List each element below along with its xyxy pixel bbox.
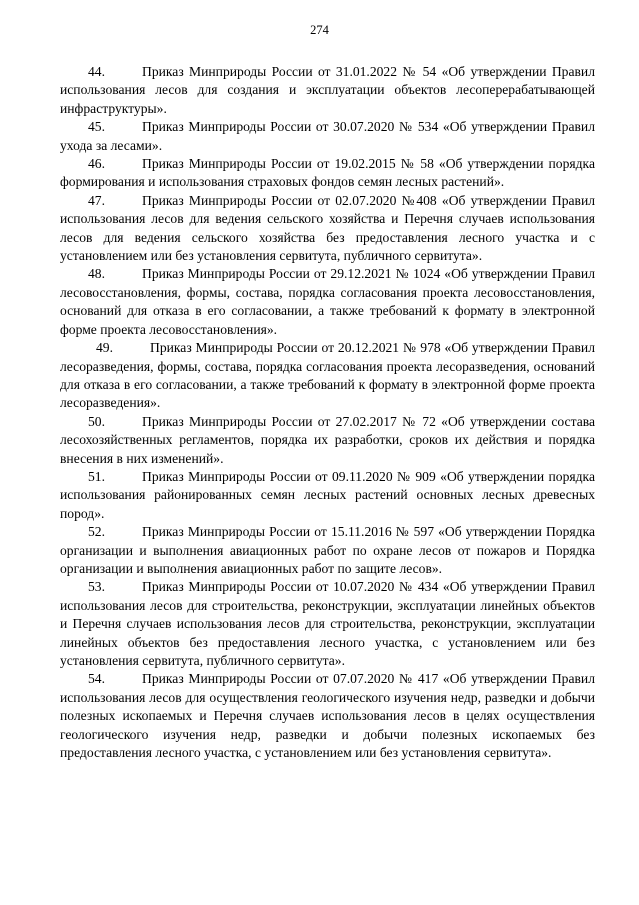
item-text: Приказ Минприроды России от 10.07.2020 № 434 «Об утверждении Правил использования лесов для строительства, реконструкции, эксплуатации линейных объектов и Перечня случаев использования лесов для строительства, реконструкции, эксплуатации линейных объектов без предоставления лесного участка, с установлением или без установления сервитута, публичного сервитута». — [60, 579, 595, 668]
page-number: 274 — [310, 23, 329, 37]
item-text: Приказ Минприроды России от 29.12.2021 № 1024 «Об утверждении Правил лесовосстановления, формы, состава, порядка согласования проекта лесовосстановления, оснований для отказа в его согласовании, а также требований к формату в электронной форме проекта лесовосстановления». — [60, 266, 595, 337]
item-number: 47. — [88, 192, 105, 208]
item-number: 50. — [88, 413, 105, 429]
item-number: 51. — [88, 468, 105, 484]
item-number: 48. — [88, 266, 105, 282]
item-number: 54. — [88, 671, 105, 687]
list-item-49 — [60, 339, 595, 413]
list-item-46 — [60, 155, 595, 192]
item-number: 49. — [96, 340, 113, 356]
list-item-53 — [60, 578, 595, 670]
item-text: Приказ Минприроды России от 31.01.2022 № 54 «Об утверждении Правил использования лесов для создания и эксплуатации объектов лесоперерабатывающей инфраструктуры». — [60, 64, 595, 116]
item-number: 53. — [88, 579, 105, 595]
list-item-52 — [60, 523, 595, 578]
list-item-48 — [60, 265, 595, 339]
list-item-50 — [60, 413, 595, 468]
item-text: Приказ Минприроды России от 07.07.2020 № 417 «Об утверждении Правил использования лесов для осуществления геологического изучения недр, разведки и добычи полезных ископаемых и Перечня случаев использования лесов в целях осуществления геологического изучения недр, разведки и добычи полезных ископаемых без предоставления лесного участка, с установлением или без установления сервитута». — [60, 671, 595, 761]
list-item-54 — [60, 670, 595, 762]
list-item-44 — [60, 63, 595, 118]
list-item-51 — [60, 468, 595, 523]
item-number: 45. — [88, 119, 105, 135]
list-item-47 — [60, 192, 595, 266]
item-text: Приказ Минприроды России от 20.12.2021 № 978 «Об утверждении Правил лесоразведения, формы, состава, порядка согласования проекта лесоразведения, оснований для отказа в его согласовании, а также требований к формату в электронной форме проекта лесоразведения». — [60, 340, 595, 411]
item-number: 46. — [88, 156, 105, 172]
document-list — [60, 63, 595, 762]
item-number: 52. — [88, 524, 105, 540]
item-text: Приказ Минприроды России от 15.11.2016 № 597 «Об утверждении Порядка организации и выполнения авиационных работ по охране лесов от пожаров и Порядка организации и выполнения авиационных работ по защите лесов». — [60, 524, 595, 576]
item-text: Приказ Минприроды России от 09.11.2020 № 909 «Об утверждении порядка использования районированных семян лесных растений основных лесных древесных пород». — [60, 468, 595, 521]
item-text: Приказ Минприроды России от 30.07.2020 № 534 «Об утверждении Правил ухода за лесами». — [60, 119, 595, 153]
item-text: Приказ Минприроды России от 19.02.2015 № 58 «Об утверждении порядка формирования и использования страховых фондов семян лесных растений». — [60, 156, 595, 190]
item-text: Приказ Минприроды России от 27.02.2017 № 72 «Об утверждении состава лесохозяйственных регламентов, порядка их разработки, сроков их действия и порядка внесения в них изменений». — [60, 413, 595, 466]
item-number: 44. — [88, 64, 105, 79]
list-item-45 — [60, 118, 595, 155]
item-text: Приказ Минприроды России от 02.07.2020 №408 «Об утверждении Правил использования лесов для ведения сельского хозяйства и Перечня случаев использования лесов для ведения сельского хозяйства без предоставления лесного участка и с установлением или без установления сервитута, публичного сервитута». — [60, 192, 595, 264]
